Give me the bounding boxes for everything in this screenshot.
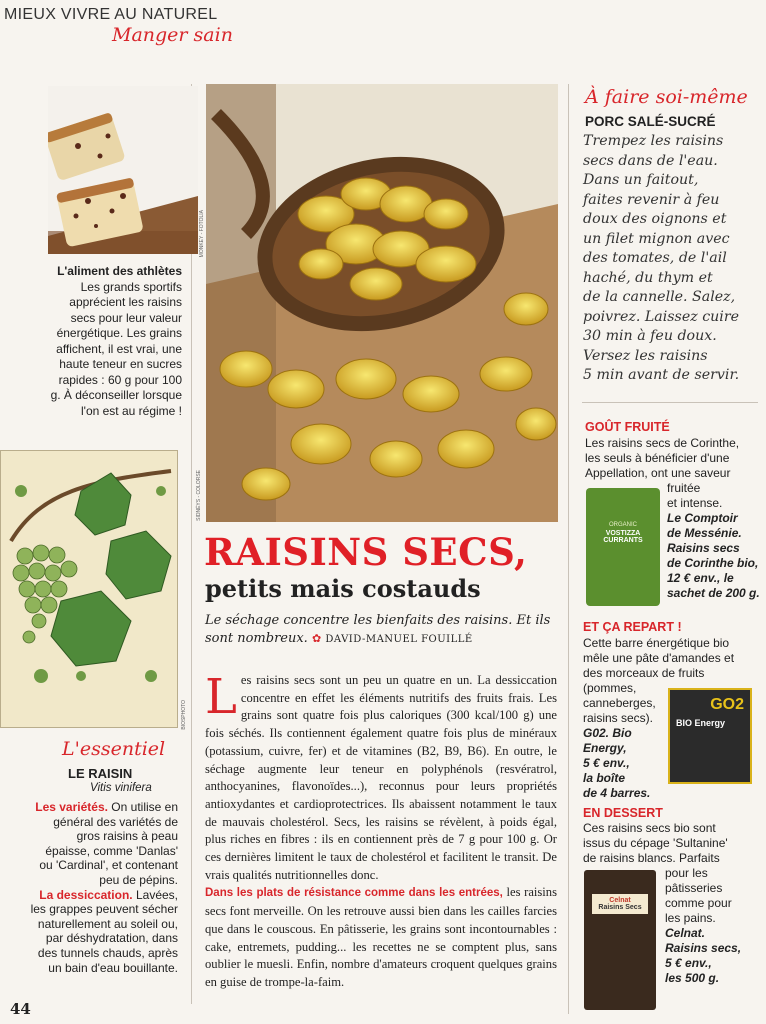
essentiel-latin-name: Vitis vinifera bbox=[90, 782, 152, 794]
product-brand-line: de 4 barres. bbox=[583, 786, 651, 800]
article-subtitle: petits mais costauds bbox=[205, 574, 481, 603]
article-intro bbox=[205, 612, 560, 649]
page-number: 44 bbox=[10, 1000, 31, 1018]
body-highlight: Dans les plats de résistance comme dans les entrées, bbox=[205, 887, 503, 900]
recipe-title: PORC SALÉ-SUCRÉ bbox=[585, 114, 716, 129]
raisins-spoon-photo bbox=[206, 84, 558, 522]
essentiel-heading: L'essentiel bbox=[62, 738, 166, 760]
varietes-text: On utilise en général des variétés de gros raisins à peau épaisse, comme 'Danlas' ou 'Cardinal', et contenant peu de pépins. bbox=[39, 800, 178, 887]
product-line: issus du cépage 'Sultanine' bbox=[583, 836, 728, 850]
recipe-line: Versez les raisins bbox=[583, 347, 708, 364]
product-brand-line: 5 € env., bbox=[665, 956, 712, 970]
product-line: canneberges, bbox=[583, 696, 656, 710]
product-line: les pains. bbox=[665, 911, 716, 925]
product-brand-line: G02. Bio Energy, bbox=[583, 726, 632, 755]
product-brand-line: Raisins secs bbox=[667, 541, 740, 555]
product-line: Appellation, ont une saveur bbox=[585, 466, 731, 480]
body-paragraph-1: es raisins secs sont un peu un quatre en un. La dessiccation concentre en effet les éléments nutritifs des fruits frais. Les grains sont quatre fois plus caloriques (300 kcal/100 g) une fois séchés. Ils contiennent également quatre fois plus de minéraux (potassium, cuivre, fer) et de vitamines (B2, B9, B6). En outre, le séchage augmente leur teneur en polyphénols (resvératrol, anthocyanines, flavonoïdes...), reconnus pour leurs propriétés antioxydantes et cardioprotectrices. Ils abaissent notamment le taux de mauvais cholestérol. Secs, les raisins se révèlent, à poids égal, plus riches en fibres : ils en contiennent près de 7 g pour 100 g. Or ces dernières limitent le taux de cholestérol et facilitent le transit. De vrais qualités nutritionnelles donc. bbox=[205, 673, 557, 882]
product-line: mêle une pâte d'amandes et bbox=[583, 651, 735, 665]
illustration-credit: BIOSPHOTO bbox=[181, 700, 187, 730]
grapevine-illustration bbox=[0, 450, 178, 728]
recipe-line: haché, du thym et bbox=[583, 269, 713, 286]
recipe-line: poivrez. Laissez cuire bbox=[583, 308, 740, 325]
product-line: Les raisins secs de Corinthe, bbox=[585, 436, 740, 450]
product-line: comme pour bbox=[665, 896, 732, 910]
product-line: pour les bbox=[665, 866, 708, 880]
energy-bar-name: BIO Energy bbox=[676, 718, 726, 728]
currants-package-name: VOSTIZZA CURRANTS bbox=[603, 530, 643, 544]
recipe-line: un filet mignon avec bbox=[583, 230, 730, 247]
dessiccation-text: Lavées, les grappes peuvent sécher naturellement au soleil ou, par déshydratation, dans des tunnels chauds, après un bain d'eau bouillante. bbox=[30, 887, 178, 975]
article-title: RAISINS SECS, bbox=[204, 530, 528, 574]
dropcap: L bbox=[205, 669, 237, 725]
recipe-line: des tomates, de l'ail bbox=[583, 250, 727, 266]
product-line: (pommes, bbox=[583, 681, 637, 695]
product-brand-line: Raisins secs, bbox=[665, 941, 742, 955]
cake-photo bbox=[48, 86, 198, 254]
body-paragraph-2: les raisins secs font merveille. On les retrouve aussi bien dans les cailles farcies que dans le couscous. En pâtisserie, les grains sont incontournables : cake, entremets, pudding... les recettes ne se comptent plus, sans oublier le muesli. Enfin, nombre d'amateurs croquent quelques grains en guise de trompe-la-faim. bbox=[205, 885, 558, 989]
product-heading-repart: ET ÇA REPART ! bbox=[583, 620, 682, 634]
recipe-line: Dans un faitout, bbox=[583, 172, 699, 188]
recipe-line: de la cannelle. Salez, bbox=[583, 289, 736, 305]
product-line: de raisins blancs. Parfaits bbox=[583, 851, 720, 865]
article-body bbox=[205, 669, 558, 992]
product-heading-dessert: EN DESSERT bbox=[583, 806, 663, 820]
sultana-package-image bbox=[584, 870, 656, 1010]
byline: DAVID-MANUEL FOUILLÉ bbox=[325, 634, 473, 645]
varietes-label: Les variétés. bbox=[35, 800, 108, 814]
product-line: les seuls à bénéficier d'une bbox=[585, 451, 730, 465]
recipe-heading: À faire soi-même bbox=[585, 86, 748, 108]
dessiccation-label: La dessiccation. bbox=[39, 887, 133, 902]
product-brand-line: la boîte bbox=[583, 771, 626, 785]
product-brand-line: 12 € env., le bbox=[667, 571, 734, 585]
currants-package-image bbox=[586, 488, 660, 606]
subsection-heading: Manger sain bbox=[112, 24, 233, 46]
essentiel-title: LE RAISIN bbox=[68, 766, 133, 781]
energy-bar-brand: GO2 bbox=[710, 696, 744, 713]
product-brand-line: 5 € env., bbox=[583, 756, 630, 770]
section-heading: MIEUX VIVRE AU NATUREL bbox=[4, 6, 218, 23]
main-photo-credit: SIDNÉYS - COLORSE bbox=[196, 470, 202, 521]
product-brand-line: Le Comptoir bbox=[667, 511, 738, 525]
product-brand-line: Celnat. bbox=[665, 926, 706, 940]
recipe-line: 5 min avant de servir. bbox=[583, 367, 740, 383]
recipe-divider bbox=[582, 402, 758, 403]
product-brand-line: de Messénie. bbox=[667, 526, 742, 540]
product-brand-line: les 500 g. bbox=[665, 971, 720, 985]
sultana-package-brand: Celnat bbox=[609, 897, 631, 904]
recipe-line: Trempez les raisins bbox=[583, 133, 724, 149]
recipe-line: secs dans de l'eau. bbox=[583, 152, 718, 169]
product-line: pâtisseries bbox=[665, 881, 723, 895]
byline-icon: ✿ bbox=[311, 632, 322, 645]
product-line: et intense. bbox=[667, 496, 723, 510]
cake-photo-credit: MONKEY - FOTOLIA bbox=[199, 210, 205, 258]
recipe-steps bbox=[583, 132, 763, 386]
recipe-line: 30 min à feu doux. bbox=[583, 328, 717, 344]
product-line: fruitée bbox=[667, 481, 701, 495]
athletes-box bbox=[50, 264, 182, 419]
intro-text: Le séchage concentre les bienfaits des raisins. Et ils sont nombreux. bbox=[205, 613, 551, 646]
currants-package-brand: ORGANIC bbox=[608, 522, 637, 528]
energy-bar-package-image bbox=[668, 688, 752, 784]
product-line: Cette barre énergétique bio bbox=[583, 636, 730, 650]
essentiel-text bbox=[30, 800, 178, 975]
athletes-text: Les grands sportifs apprécient les raisins secs pour leur valeur énergétique. Les grains affichent, il est vrai, une haute teneur en sucres rapides : 60 g pour 100 g. À déconseiller lorsque l'on est au régime ! bbox=[50, 279, 182, 418]
product-line: Ces raisins secs bio sont bbox=[583, 821, 716, 835]
product-line: des morceaux de fruits bbox=[583, 666, 705, 680]
column-divider-right bbox=[568, 84, 569, 1014]
recipe-line: faites revenir à feu bbox=[583, 191, 720, 208]
product-brand-line: de Corinthe bio, bbox=[667, 556, 759, 570]
product-brand-line: sachet de 200 g. bbox=[667, 586, 760, 600]
athletes-title: L'aliment des athlètes bbox=[57, 264, 182, 278]
recipe-line: doux des oignons et bbox=[583, 211, 727, 227]
product-heading-fruite: GOÛT FRUITÉ bbox=[585, 420, 670, 434]
product-line: raisins secs). bbox=[583, 711, 654, 725]
sultana-package-name: Raisins Secs bbox=[598, 904, 642, 911]
